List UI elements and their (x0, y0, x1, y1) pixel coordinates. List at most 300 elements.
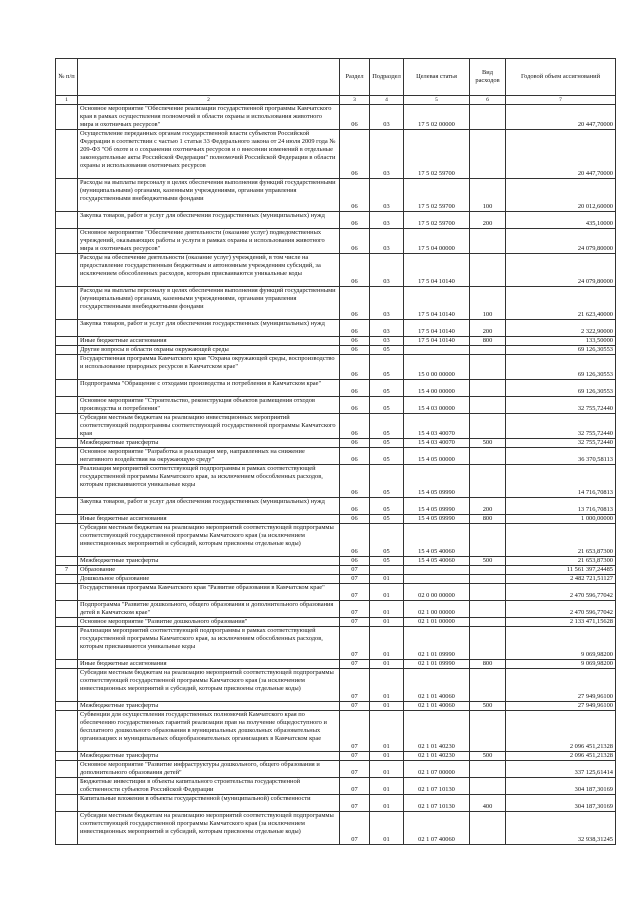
row-name: Основное мероприятие "Обеспечение реализации государственной программы Камчатского края в рамках осуществления полномочий в области охраны и использования животного мира и охотничьих ресурсов" (78, 105, 340, 130)
col-index: 1 (56, 96, 78, 105)
header-name (78, 59, 340, 96)
row-podrazdel: 03 (370, 212, 404, 229)
table-row (56, 287, 616, 320)
row-number (56, 524, 78, 557)
row-expense-type: 800 (470, 337, 506, 346)
row-podrazdel: 03 (370, 337, 404, 346)
row-amount: 21 653,87300 (506, 557, 616, 566)
row-expense-type (470, 524, 506, 557)
row-amount: 21 653,87300 (506, 524, 616, 557)
row-target-article: 17 5 04 00000 (404, 229, 470, 254)
row-name: Бюджетные инвестиции в объекты капитального строительства государственной собственности субъектов Российской Федерации (78, 778, 340, 795)
row-amount: 32 755,72440 (506, 439, 616, 448)
row-razdel: 07 (340, 711, 370, 752)
table-row (56, 179, 616, 212)
row-razdel: 06 (340, 287, 370, 320)
row-podrazdel: 01 (370, 575, 404, 584)
row-target-article: 17 5 02 59700 (404, 130, 470, 179)
table-row (56, 498, 616, 515)
row-name: Закупка товаров, работ и услуг для обеспечения государственных (муниципальных) нужд (78, 212, 340, 229)
row-amount: 20 012,60000 (506, 179, 616, 212)
table-row (56, 320, 616, 337)
row-podrazdel: 03 (370, 320, 404, 337)
row-number (56, 346, 78, 355)
row-target-article: 15 4 05 09990 (404, 465, 470, 498)
row-number (56, 627, 78, 660)
row-razdel: 07 (340, 660, 370, 669)
row-amount: 2 470 596,77042 (506, 601, 616, 618)
row-podrazdel: 03 (370, 287, 404, 320)
row-target-article: 15 4 05 40060 (404, 557, 470, 566)
row-podrazdel: 05 (370, 414, 404, 439)
row-target-article: 15 4 05 40060 (404, 524, 470, 557)
row-expense-type (470, 355, 506, 380)
row-name: Расходы на выплаты персоналу в целях обеспечения выполнения функций государственными (муниципальными) органами, казенными учреждениями, органами управления государственными внебюджетными фондами (78, 287, 340, 320)
row-target-article: 15 4 03 40070 (404, 439, 470, 448)
row-razdel: 07 (340, 669, 370, 702)
row-expense-type (470, 448, 506, 465)
table-row (56, 795, 616, 812)
row-podrazdel: 01 (370, 795, 404, 812)
table-row (56, 778, 616, 795)
row-razdel: 06 (340, 414, 370, 439)
row-expense-type: 200 (470, 320, 506, 337)
row-podrazdel: 05 (370, 557, 404, 566)
row-name: Субсидии местным бюджетам на реализацию инвестиционных мероприятий соответствующей подпрограммы соответствующей государственной программы Камчатского края (78, 414, 340, 439)
row-name: Реализация мероприятий соответствующей подпрограммы в рамках соответствующей государственной программы Камчатского края, за исключением обособленных расходов, которым присваиваются уникальные коды (78, 627, 340, 660)
table-row (56, 584, 616, 601)
row-name: Основное мероприятие "Разработка и реализация мер, направленных на снижение негативного воздействия на окружающую среду" (78, 448, 340, 465)
row-amount: 24 079,80000 (506, 254, 616, 287)
row-name: Основное мероприятие "Обеспечение деятельности (оказание услуг) подведомственных учреждений, оказывающих работы и услуги в рамках охраны и использования животного мира и охотничьих ресурсов" (78, 229, 340, 254)
row-amount: 32 938,31245 (506, 812, 616, 845)
row-target-article: 17 5 02 59700 (404, 212, 470, 229)
row-razdel: 06 (340, 355, 370, 380)
row-target-article: 17 5 04 10140 (404, 337, 470, 346)
row-podrazdel: 01 (370, 778, 404, 795)
row-razdel: 07 (340, 752, 370, 761)
row-name: Подпрограмма "Обращение с отходами производства и потребления в Камчатском крае" (78, 380, 340, 397)
row-podrazdel: 05 (370, 515, 404, 524)
row-razdel: 07 (340, 627, 370, 660)
row-amount: 304 187,30169 (506, 778, 616, 795)
row-expense-type (470, 711, 506, 752)
row-podrazdel: 05 (370, 355, 404, 380)
row-number (56, 812, 78, 845)
row-amount: 20 447,70000 (506, 130, 616, 179)
table-row (56, 627, 616, 660)
row-target-article: 02 1 01 40060 (404, 702, 470, 711)
table-row (56, 380, 616, 397)
row-amount: 21 623,40000 (506, 287, 616, 320)
row-podrazdel: 03 (370, 130, 404, 179)
row-podrazdel: 05 (370, 498, 404, 515)
row-number (56, 439, 78, 448)
row-amount: 435,10000 (506, 212, 616, 229)
row-amount: 69 126,30553 (506, 380, 616, 397)
row-razdel: 07 (340, 618, 370, 627)
row-number: 7 (56, 566, 78, 575)
row-name: Основное мероприятие "Развитие инфраструктуры дошкольного, общего образования и дополнительного образования детей" (78, 761, 340, 778)
row-amount: 304 187,30169 (506, 795, 616, 812)
row-name: Подпрограмма "Развитие дошкольного, общего образования и дополнительного образования детей в Камчатском крае" (78, 601, 340, 618)
row-expense-type (470, 346, 506, 355)
row-target-article (404, 346, 470, 355)
row-razdel: 06 (340, 337, 370, 346)
row-target-article (404, 566, 470, 575)
row-number (56, 130, 78, 179)
row-target-article: 15 0 00 00000 (404, 355, 470, 380)
row-number (56, 575, 78, 584)
row-expense-type (470, 130, 506, 179)
row-expense-type (470, 761, 506, 778)
row-razdel: 07 (340, 601, 370, 618)
row-target-article: 02 1 01 00000 (404, 618, 470, 627)
col-index: 5 (404, 96, 470, 105)
row-podrazdel: 01 (370, 627, 404, 660)
row-target-article: 02 1 01 40060 (404, 669, 470, 702)
row-number (56, 337, 78, 346)
table-row (56, 601, 616, 618)
col-index: 6 (470, 96, 506, 105)
row-razdel: 06 (340, 498, 370, 515)
row-number (56, 105, 78, 130)
row-amount: 1 000,00000 (506, 515, 616, 524)
row-expense-type: 500 (470, 439, 506, 448)
row-name: Дошкольное образование (78, 575, 340, 584)
row-expense-type (470, 812, 506, 845)
row-number (56, 212, 78, 229)
row-number (56, 287, 78, 320)
table-row (56, 346, 616, 355)
row-razdel: 06 (340, 397, 370, 414)
table-row (56, 575, 616, 584)
row-podrazdel: 03 (370, 229, 404, 254)
col-index: 7 (506, 96, 616, 105)
row-podrazdel: 03 (370, 105, 404, 130)
table-row (56, 660, 616, 669)
row-razdel: 06 (340, 130, 370, 179)
row-name: Расходы на обеспечение деятельности (оказание услуг) учреждений, в том числе на предоставление государственным бюджетным и автономным учреждениям субсидий, за исключением обособленных расходов, которым присваиваются уникальные коды (78, 254, 340, 287)
row-razdel: 07 (340, 584, 370, 601)
row-amount: 2 096 451,21328 (506, 752, 616, 761)
row-expense-type (470, 669, 506, 702)
table-row (56, 229, 616, 254)
row-razdel: 07 (340, 761, 370, 778)
row-name: Субсидии местным бюджетам на реализацию мероприятий соответствующей подпрограммы соответствующей государственной программы Камчатского края (за исключением инвестиционных мероприятий и субсидий, которым присвоены отдельные коды) (78, 669, 340, 702)
row-name: Межбюджетные трансферты (78, 439, 340, 448)
row-podrazdel: 05 (370, 465, 404, 498)
row-name: Межбюджетные трансферты (78, 557, 340, 566)
header-razdel: Раздел (340, 59, 370, 96)
row-razdel: 06 (340, 448, 370, 465)
row-expense-type (470, 380, 506, 397)
row-target-article: 17 5 04 10140 (404, 287, 470, 320)
row-expense-type: 200 (470, 212, 506, 229)
row-target-article: 02 1 07 40060 (404, 812, 470, 845)
table-row (56, 448, 616, 465)
row-amount: 32 755,72440 (506, 414, 616, 439)
row-podrazdel: 01 (370, 669, 404, 702)
row-name: Межбюджетные трансферты (78, 702, 340, 711)
row-number (56, 179, 78, 212)
table-row (56, 515, 616, 524)
row-podrazdel: 05 (370, 380, 404, 397)
row-name: Межбюджетные трансферты (78, 752, 340, 761)
row-target-article: 02 1 07 00000 (404, 761, 470, 778)
row-razdel: 06 (340, 524, 370, 557)
row-expense-type: 100 (470, 287, 506, 320)
row-expense-type: 500 (470, 702, 506, 711)
table-row (56, 812, 616, 845)
row-name: Основное мероприятие "Развитие дошкольного образования" (78, 618, 340, 627)
budget-document-page (55, 58, 615, 845)
row-number (56, 618, 78, 627)
row-number (56, 380, 78, 397)
row-amount: 14 716,70813 (506, 465, 616, 498)
row-expense-type: 800 (470, 515, 506, 524)
row-amount: 36 370,58113 (506, 448, 616, 465)
col-index: 2 (78, 96, 340, 105)
table-row (56, 465, 616, 498)
row-amount: 24 079,80000 (506, 229, 616, 254)
row-razdel: 06 (340, 515, 370, 524)
row-amount: 337 125,61414 (506, 761, 616, 778)
row-expense-type (470, 105, 506, 130)
row-razdel: 06 (340, 179, 370, 212)
row-number (56, 397, 78, 414)
row-amount: 2 470 596,77042 (506, 584, 616, 601)
row-razdel: 06 (340, 465, 370, 498)
row-razdel: 06 (340, 439, 370, 448)
row-name: Образование (78, 566, 340, 575)
row-target-article: 17 5 02 00000 (404, 105, 470, 130)
row-target-article: 17 5 02 59700 (404, 179, 470, 212)
row-expense-type: 500 (470, 752, 506, 761)
row-target-article: 15 4 05 00000 (404, 448, 470, 465)
row-name: Другие вопросы в области охраны окружающей среды (78, 346, 340, 355)
table-row (56, 414, 616, 439)
header-annual-amount: Годовой объем ассигнований (506, 59, 616, 96)
row-amount: 9 069,98200 (506, 660, 616, 669)
row-number (56, 711, 78, 752)
row-target-article: 17 5 04 10140 (404, 320, 470, 337)
row-name: Субсидии местным бюджетам на реализацию мероприятий соответствующей подпрограммы соответствующей государственной программы Камчатского края (за исключением инвестиционных мероприятий и субсидий, которым присвоены отдельные коды) (78, 812, 340, 845)
row-expense-type (470, 618, 506, 627)
row-name: Основное мероприятие "Строительство, реконструкция объектов размещения отходов производства и потребления" (78, 397, 340, 414)
row-name: Закупка товаров, работ и услуг для обеспечения государственных (муниципальных) нужд (78, 320, 340, 337)
row-target-article: 02 1 01 09990 (404, 627, 470, 660)
row-amount: 32 755,72440 (506, 397, 616, 414)
row-amount: 2 133 471,15628 (506, 618, 616, 627)
row-podrazdel: 05 (370, 439, 404, 448)
row-razdel: 06 (340, 254, 370, 287)
row-target-article: 15 4 00 00000 (404, 380, 470, 397)
table-row (56, 702, 616, 711)
row-amount: 20 447,70000 (506, 105, 616, 130)
row-number (56, 320, 78, 337)
row-podrazdel: 01 (370, 752, 404, 761)
row-amount: 69 126,30553 (506, 346, 616, 355)
row-target-article (404, 575, 470, 584)
row-razdel: 07 (340, 778, 370, 795)
column-index-row (56, 96, 616, 105)
row-podrazdel: 05 (370, 346, 404, 355)
table-row (56, 105, 616, 130)
row-name: Субсидии местным бюджетам на реализацию мероприятий соответствующей подпрограммы соответствующей государственной программы Камчатского края (за исключением инвестиционных мероприятий и субсидий, которым присвоены отдельные коды) (78, 524, 340, 557)
table-row (56, 439, 616, 448)
row-number (56, 601, 78, 618)
row-expense-type (470, 465, 506, 498)
row-name: Субвенции для осуществления государственных полномочий Камчатского края по обеспечению государственных гарантий реализации прав на получение общедоступного и бесплатного дошкольного образования в муниципальных дошкольных образовательных организациях и муниципальных общеобразовательных организациях в Камчатском крае (78, 711, 340, 752)
row-podrazdel: 01 (370, 618, 404, 627)
row-name: Иные бюджетные ассигнования (78, 515, 340, 524)
row-name: Иные бюджетные ассигнования (78, 337, 340, 346)
row-number (56, 752, 78, 761)
row-name: Иные бюджетные ассигнования (78, 660, 340, 669)
row-expense-type: 500 (470, 557, 506, 566)
row-podrazdel: 01 (370, 601, 404, 618)
row-expense-type (470, 229, 506, 254)
row-podrazdel: 05 (370, 448, 404, 465)
row-podrazdel: 01 (370, 812, 404, 845)
row-podrazdel: 03 (370, 179, 404, 212)
row-target-article: 15 4 03 00000 (404, 397, 470, 414)
row-amount: 11 561 397,24485 (506, 566, 616, 575)
row-name: Государственная программа Камчатского края "Развитие образования в Камчатском крае" (78, 584, 340, 601)
table-row (56, 761, 616, 778)
row-expense-type: 100 (470, 179, 506, 212)
row-razdel: 06 (340, 229, 370, 254)
row-razdel: 07 (340, 575, 370, 584)
row-amount: 27 949,96100 (506, 669, 616, 702)
row-name: Расходы на выплаты персоналу в целях обеспечения выполнения функций государственными (муниципальными) органами, казенными учреждениями, органами управления государственными внебюджетными фондами (78, 179, 340, 212)
row-name: Реализация мероприятий соответствующей подпрограммы в рамках соответствующей государственной программы Камчатского края, за исключением обособленных расходов, которым присваиваются уникальные коды (78, 465, 340, 498)
row-target-article: 02 1 01 40230 (404, 752, 470, 761)
header-target-article: Целевая статья (404, 59, 470, 96)
row-expense-type (470, 601, 506, 618)
row-razdel: 07 (340, 566, 370, 575)
row-number (56, 795, 78, 812)
budget-table (55, 58, 616, 845)
row-number (56, 778, 78, 795)
row-target-article: 02 1 07 10130 (404, 778, 470, 795)
row-number (56, 515, 78, 524)
row-number (56, 355, 78, 380)
table-row (56, 355, 616, 380)
row-target-article: 02 1 01 09990 (404, 660, 470, 669)
table-row (56, 711, 616, 752)
row-razdel: 06 (340, 557, 370, 566)
row-number (56, 557, 78, 566)
row-expense-type: 800 (470, 660, 506, 669)
table-row (56, 212, 616, 229)
row-expense-type (470, 566, 506, 575)
row-number (56, 254, 78, 287)
row-expense-type (470, 627, 506, 660)
row-number (56, 660, 78, 669)
col-index: 3 (340, 96, 370, 105)
row-name: Государственная программа Камчатского края "Охрана окружающей среды, воспроизводство и использование природных ресурсов в Камчатском крае" (78, 355, 340, 380)
table-row (56, 524, 616, 557)
row-podrazdel: 01 (370, 711, 404, 752)
row-number (56, 465, 78, 498)
row-podrazdel: 05 (370, 397, 404, 414)
row-expense-type (470, 397, 506, 414)
row-razdel: 06 (340, 212, 370, 229)
row-expense-type (470, 575, 506, 584)
row-expense-type (470, 414, 506, 439)
row-podrazdel: 01 (370, 702, 404, 711)
row-amount: 2 482 721,51127 (506, 575, 616, 584)
row-name: Капитальные вложения в объекты государственной (муниципальной) собственности (78, 795, 340, 812)
row-target-article: 17 5 04 10140 (404, 254, 470, 287)
row-number (56, 414, 78, 439)
row-razdel: 07 (340, 795, 370, 812)
header-podrazdel: Подраздел (370, 59, 404, 96)
row-number (56, 448, 78, 465)
table-row (56, 397, 616, 414)
row-podrazdel: 01 (370, 660, 404, 669)
table-body (56, 105, 616, 845)
row-razdel: 06 (340, 105, 370, 130)
table-row (56, 566, 616, 575)
table-row (56, 669, 616, 702)
row-amount: 9 069,98200 (506, 627, 616, 660)
row-target-article: 02 0 00 00000 (404, 584, 470, 601)
row-amount: 69 126,30553 (506, 355, 616, 380)
row-razdel: 07 (340, 812, 370, 845)
row-expense-type (470, 778, 506, 795)
row-razdel: 06 (340, 320, 370, 337)
row-number (56, 702, 78, 711)
row-amount: 2 096 451,21328 (506, 711, 616, 752)
row-name: Закупка товаров, работ и услуг для обеспечения государственных (муниципальных) нужд (78, 498, 340, 515)
row-target-article: 15 4 05 09990 (404, 498, 470, 515)
row-name: Осуществление переданных органам государственной власти субъектов Российской Федерации в соответствии с частью 1 статьи 33 Федерального закона от 24 июля 2009 года № 209-ФЗ "Об охоте и о сохранении охотничьих ресурсов и о внесении изменений в отдельные законодательные акты Российской Федерации" полномочий Российской Федерации в области охраны и использования охотничьих ресурсов (78, 130, 340, 179)
row-target-article: 15 4 05 09990 (404, 515, 470, 524)
table-row (56, 337, 616, 346)
row-expense-type (470, 584, 506, 601)
row-podrazdel: 05 (370, 524, 404, 557)
row-expense-type (470, 254, 506, 287)
row-amount: 2 322,90000 (506, 320, 616, 337)
row-target-article: 02 1 01 40230 (404, 711, 470, 752)
row-number (56, 498, 78, 515)
table-row (56, 752, 616, 761)
row-podrazdel (370, 566, 404, 575)
table-header-row (56, 59, 616, 96)
row-podrazdel: 03 (370, 254, 404, 287)
row-number (56, 669, 78, 702)
header-num: № п/п (56, 59, 78, 96)
row-amount: 13 716,70813 (506, 498, 616, 515)
row-amount: 133,50000 (506, 337, 616, 346)
row-razdel: 06 (340, 346, 370, 355)
row-expense-type: 200 (470, 498, 506, 515)
row-expense-type: 400 (470, 795, 506, 812)
row-razdel: 07 (340, 702, 370, 711)
row-number (56, 229, 78, 254)
row-razdel: 06 (340, 380, 370, 397)
row-podrazdel: 01 (370, 584, 404, 601)
col-index: 4 (370, 96, 404, 105)
table-row (56, 254, 616, 287)
row-target-article: 02 1 00 00000 (404, 601, 470, 618)
table-row (56, 618, 616, 627)
row-target-article: 15 4 03 40070 (404, 414, 470, 439)
table-row (56, 557, 616, 566)
